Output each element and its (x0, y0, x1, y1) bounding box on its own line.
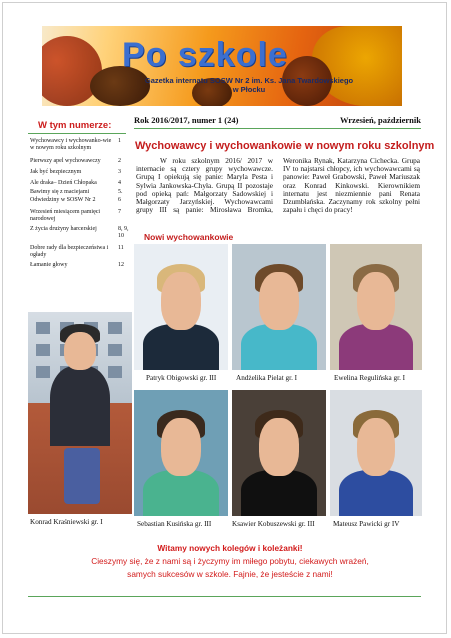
toc-item[interactable] (30, 138, 130, 158)
face (259, 418, 298, 476)
toc-item[interactable] (30, 226, 130, 245)
toc-item-page: 11 (118, 245, 124, 251)
photo-caption: Sebastian Kusińska gr. III (137, 520, 212, 528)
closing-line: Cieszymy się, że z nami są i życzymy im miłego pobytu, ciekawych wrażeń, (91, 556, 369, 566)
divider (28, 133, 126, 134)
toc-item-title: Bawimy się z maciejami (30, 189, 90, 195)
toc-item-page: 4 (118, 180, 121, 186)
toc-item-title: Ale draka– Dzień Chłopaka (30, 180, 97, 186)
photo-caption: Patryk Obigowski gr. III (146, 374, 217, 382)
toc-item-page: 3 (118, 169, 121, 175)
photo-caption: Konrad Kraśniewski gr. I (30, 518, 103, 526)
toc-item-page: 5. (118, 189, 123, 195)
photo-caption: Andżelika Pielat gr. I (236, 374, 298, 382)
closing-line: Witamy nowych kolegów i koleżanki! (157, 543, 303, 553)
divider (28, 596, 421, 597)
toc-item[interactable] (30, 209, 130, 226)
toc-item-title: Wrzesień miesiącem pamięci narodowej (30, 209, 101, 222)
toc-item[interactable] (30, 262, 130, 272)
student-photo (232, 244, 326, 370)
toc-item[interactable] (30, 158, 130, 169)
section-heading: Nowi wychowankowie (144, 232, 234, 242)
toc-heading: W tym numerze: (38, 120, 112, 131)
face (357, 418, 396, 476)
newsletter-subtitle (134, 76, 364, 94)
article-paragraph: W roku szkolnym 2016/ 2017 w internacie są cztery grupy wychowawcze. Grupą I opiekują się panie: Maryla Pesta i Sylwia Jankowska-Chyła. Grupą II pozostaje pod opieką pań: Małgorzaty Sadowskiej i Małgorzaty Jarzyńskiej. Wychowawcami grupy III są panie: Mirosława Bromka, Weronika Rynak, Katarzyna Cichecka. Grupa IV to najstarsi chłopcy, ich wychowawcami są panowie: Paweł Grabowski, Paweł Mariuszak oraz Konrad Kinkowski. Kierownikiem internatu jest niezmiennie pani Renata Dzumbłańska. Zaczynamy rok szkolny pełni zapału i chęci do pracy! (136, 156, 420, 215)
toc-item-title: Pierwszy apel wychowawczy (30, 158, 101, 164)
student-photo (232, 390, 326, 516)
subtitle-line: w Płocku (232, 85, 266, 94)
divider (134, 128, 421, 129)
toc-item[interactable] (30, 169, 130, 180)
student-photo (134, 390, 228, 516)
table-of-contents (30, 138, 130, 272)
toc-item-page: 6 (118, 197, 121, 203)
face (161, 418, 200, 476)
toc-item[interactable] (30, 245, 130, 262)
toc-item-page: 7 (118, 209, 121, 215)
toc-item[interactable] (30, 180, 130, 189)
toc-item-title: Wychowawcy i wychowanko-wie w nowym roku szkolnym (30, 138, 112, 151)
header-banner (42, 26, 402, 106)
issue-date: Wrzesień, październik (339, 115, 421, 125)
face (64, 332, 96, 370)
toc-item-title: Jak być bezpiecznym (30, 169, 82, 175)
photo-caption: Mateusz Pawicki gr IV (333, 520, 400, 528)
face (357, 272, 396, 330)
toc-item-page: 1 (118, 138, 121, 144)
closing-line: samych sukcesów w szkole. Fajnie, że jesteście z nami! (127, 569, 333, 579)
face (259, 272, 298, 330)
photo-caption: Ewelina Regulińska gr. I (334, 374, 406, 382)
toc-item-title: Odwiedziny w SOSW Nr 2 (30, 197, 96, 203)
subtitle-line: Gazetka internatu SOSW Nr 2 im. Ks. Jana Twardowskiego (144, 76, 354, 85)
student-photo (134, 244, 228, 370)
toc-item-title: Dobre rady dla bezpieczeństwa i ogłady (30, 245, 109, 258)
face (161, 272, 200, 330)
article-body (136, 157, 420, 235)
issue-number: Rok 2016/2017, numer 1 (24) (134, 115, 239, 125)
toc-item-page: 12 (118, 262, 124, 268)
toc-item[interactable] (30, 197, 130, 209)
closing-message (70, 542, 390, 581)
student-photo (330, 390, 422, 516)
toc-item[interactable] (30, 189, 130, 197)
toc-item-title: Z życia drużyny harcerskiej (30, 226, 97, 232)
student-photo (330, 244, 422, 370)
newsletter-title: Po szkole (122, 36, 288, 74)
photo-caption: Ksawier Kobuszewski gr. III (232, 520, 315, 528)
toc-item-page: 2 (118, 158, 121, 164)
article-title: Wychowawcy i wychowankowie w nowym roku szkolnym (135, 140, 435, 152)
student-photo (28, 312, 132, 514)
toc-item-title: Łamanie głowy (30, 262, 68, 268)
toc-item-page: 8, 9, 10 (118, 226, 129, 239)
